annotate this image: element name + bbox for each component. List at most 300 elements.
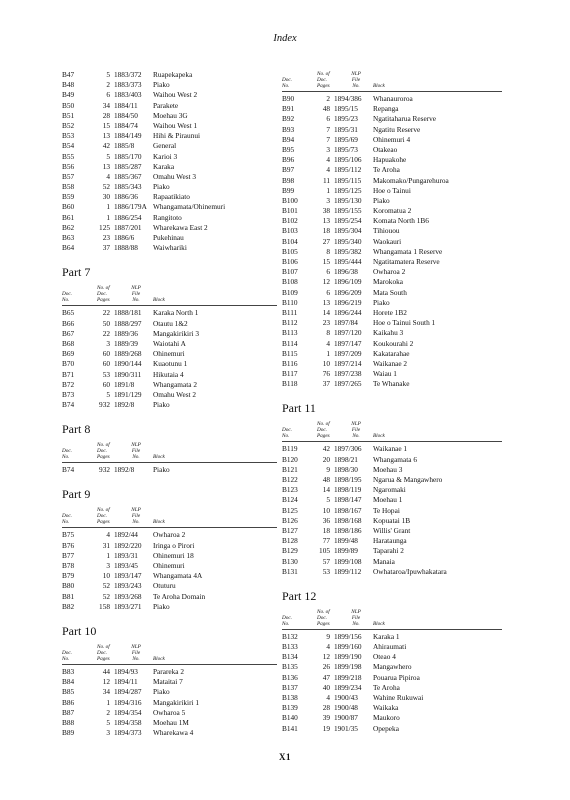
file-no: 1885/170 bbox=[114, 151, 142, 161]
block-name: Makomako/Pungarehuroa bbox=[373, 175, 449, 185]
doc-no: B90 bbox=[282, 94, 295, 103]
header-doc-no-line: No. bbox=[282, 83, 290, 89]
header-file-no bbox=[120, 442, 152, 460]
header-file-no-line: NLP bbox=[351, 71, 361, 77]
doc-no: B82 bbox=[62, 601, 75, 611]
page-count: 53 bbox=[102, 369, 110, 379]
block-name: Waikanae 2 bbox=[373, 358, 408, 368]
table-row bbox=[62, 571, 277, 581]
header-file-no bbox=[340, 71, 372, 89]
doc-no: B58 bbox=[62, 182, 75, 192]
block-name: Kuaotunu 1 bbox=[153, 359, 188, 369]
header-doc-no-line: Doc. bbox=[282, 614, 292, 621]
page-count: 26 bbox=[322, 662, 330, 672]
table-row bbox=[282, 94, 502, 104]
doc-no: B102 bbox=[282, 216, 298, 226]
page-count: 1 bbox=[326, 185, 330, 195]
header-block: Block bbox=[153, 519, 165, 526]
page-count: 22 bbox=[102, 328, 110, 338]
doc-no: B129 bbox=[282, 546, 298, 556]
file-no: 1885/287 bbox=[114, 161, 142, 171]
doc-no: B87 bbox=[62, 707, 75, 717]
block-name: Owharoa 5 bbox=[153, 707, 186, 717]
file-no: 1892/44 bbox=[114, 530, 138, 540]
table-row bbox=[282, 465, 502, 475]
table-row bbox=[62, 162, 277, 172]
block-name: Moehau 1 bbox=[373, 495, 403, 505]
page-count: 12 bbox=[322, 277, 330, 287]
doc-no: B113 bbox=[282, 328, 298, 338]
header-doc-no-line: Doc. bbox=[62, 513, 72, 520]
doc-no: B101 bbox=[282, 206, 298, 216]
block-name: Kakatarahae bbox=[373, 348, 410, 358]
page-count: 18 bbox=[322, 226, 330, 236]
running-head: Index bbox=[273, 33, 297, 44]
page-count: 14 bbox=[322, 307, 330, 317]
block-name: Te Aroha bbox=[373, 165, 400, 175]
file-no: 1892/220 bbox=[114, 540, 142, 550]
header-file-no-line: No. bbox=[132, 454, 140, 461]
block-name: Harataunga bbox=[373, 536, 407, 546]
doc-no: B137 bbox=[282, 682, 298, 692]
doc-no: B94 bbox=[282, 134, 295, 144]
table-row bbox=[282, 369, 502, 379]
page-count: 3 bbox=[106, 561, 110, 570]
index-section bbox=[282, 70, 502, 389]
table-row bbox=[62, 70, 277, 80]
block-name: Whangamata/Ohinemuri bbox=[153, 202, 226, 212]
doc-no: B124 bbox=[282, 495, 298, 505]
index-section bbox=[62, 422, 277, 475]
table-row bbox=[62, 233, 277, 243]
page-count: 4 bbox=[326, 338, 330, 348]
block-name: Waikaka bbox=[373, 703, 399, 713]
doc-no: B54 bbox=[62, 141, 75, 151]
block-name: Oteao 4 bbox=[373, 652, 396, 662]
doc-no: B81 bbox=[62, 591, 75, 601]
header-doc-no bbox=[282, 427, 292, 439]
block-name: Parareka 2 bbox=[153, 666, 184, 676]
block-name: Rangitoto bbox=[153, 212, 182, 222]
table-row bbox=[282, 247, 502, 257]
file-no: 1898/119 bbox=[334, 485, 362, 495]
header-file-no-line: No. bbox=[132, 655, 140, 662]
table-row bbox=[282, 267, 502, 277]
block-name: Repanga bbox=[373, 104, 399, 114]
block-name: Mataitai 7 bbox=[153, 677, 183, 687]
header-block: Block bbox=[153, 297, 165, 304]
header-file-no-line: File bbox=[131, 513, 141, 520]
block-name: Ngarua & Mangawhero bbox=[373, 475, 443, 484]
page-count: 3 bbox=[326, 144, 330, 154]
table-row bbox=[62, 329, 277, 339]
file-no: 1886/179A bbox=[114, 202, 147, 212]
block-name: Piako bbox=[373, 195, 390, 205]
page-count: 3 bbox=[106, 338, 110, 348]
doc-no: B97 bbox=[282, 165, 295, 175]
page-count: 18 bbox=[322, 525, 330, 535]
table-row bbox=[62, 182, 277, 192]
table-row bbox=[62, 380, 277, 390]
file-no: 1885/8 bbox=[114, 141, 135, 151]
block-name: Wharekawa 4 bbox=[153, 728, 194, 738]
file-no: 1884/149 bbox=[114, 131, 142, 141]
header-doc-pages-line: Pages bbox=[317, 433, 330, 440]
page-count: 12 bbox=[322, 652, 330, 662]
index-section bbox=[62, 70, 277, 253]
page-count: 13 bbox=[322, 216, 330, 226]
header-doc-pages bbox=[317, 421, 330, 439]
table-row bbox=[62, 223, 277, 233]
file-no: 1895/304 bbox=[334, 226, 362, 236]
block-name: Whangamata 4A bbox=[153, 571, 203, 581]
block-name: Owharoa 2 bbox=[153, 530, 186, 540]
header-file-no-line: File bbox=[131, 649, 141, 656]
doc-no: B133 bbox=[282, 642, 298, 652]
file-no: 1897/238 bbox=[334, 369, 362, 379]
table-row bbox=[62, 339, 277, 349]
table-row bbox=[62, 561, 277, 571]
table-row bbox=[282, 567, 502, 577]
block-name: Ngatitu Reserve bbox=[373, 124, 421, 134]
doc-no: B77 bbox=[62, 550, 75, 560]
table-row bbox=[282, 526, 502, 536]
header-doc-pages bbox=[97, 507, 110, 525]
doc-no: B48 bbox=[62, 80, 75, 90]
page-count: 4 bbox=[106, 530, 110, 540]
page-count: 10 bbox=[102, 571, 110, 581]
file-no: 1896/38 bbox=[334, 267, 358, 277]
table-row bbox=[62, 121, 277, 131]
block-name: Ahiraumati bbox=[373, 642, 407, 652]
doc-no: B55 bbox=[62, 151, 75, 161]
page-count: 932 bbox=[99, 465, 110, 475]
table-row bbox=[282, 485, 502, 495]
part-title: Part 9 bbox=[62, 487, 91, 502]
doc-no: B83 bbox=[62, 666, 75, 676]
header-doc-no-line: No. bbox=[282, 433, 290, 440]
file-no: 1899/108 bbox=[334, 556, 362, 566]
page-count: 2 bbox=[326, 94, 330, 103]
doc-no: B112 bbox=[282, 318, 298, 328]
header-doc-pages-line: Pages bbox=[97, 297, 110, 304]
page-count: 48 bbox=[322, 104, 330, 114]
header-doc-no bbox=[282, 615, 292, 627]
page-count: 23 bbox=[102, 233, 110, 242]
column-header bbox=[62, 441, 277, 463]
table-row bbox=[282, 703, 502, 713]
file-no: 1893/271 bbox=[114, 601, 142, 611]
file-no: 1891/8 bbox=[114, 379, 135, 389]
table-row bbox=[62, 90, 277, 100]
doc-no: B119 bbox=[282, 444, 298, 454]
block-name: Taparahi 2 bbox=[373, 546, 404, 556]
page-count: 5 bbox=[106, 151, 110, 161]
page-count: 3 bbox=[106, 728, 110, 738]
header-doc-pages-line: No. of bbox=[317, 608, 330, 615]
file-no: 1898/147 bbox=[334, 495, 362, 505]
file-no: 1895/125 bbox=[334, 185, 362, 195]
page-count: 60 bbox=[102, 359, 110, 369]
page-count: 3 bbox=[326, 195, 330, 205]
table-row bbox=[62, 581, 277, 591]
file-no: 1886/6 bbox=[114, 233, 135, 242]
page-count: 60 bbox=[102, 379, 110, 389]
doc-no: B120 bbox=[282, 454, 298, 464]
table-row bbox=[282, 277, 502, 287]
header-doc-no bbox=[62, 291, 72, 303]
table-row bbox=[282, 298, 502, 308]
page-count: 5 bbox=[106, 70, 110, 79]
header-doc-no-line: Doc. bbox=[62, 649, 72, 656]
doc-no: B86 bbox=[62, 697, 75, 707]
block-name: Ngatitaharua Reserve bbox=[373, 114, 437, 124]
table-row bbox=[282, 206, 502, 216]
file-no: 1889/268 bbox=[114, 349, 142, 359]
doc-no: B98 bbox=[282, 175, 295, 185]
doc-no: B134 bbox=[282, 652, 298, 662]
table-row bbox=[282, 216, 502, 226]
block-name: Waikanae 1 bbox=[373, 444, 408, 454]
header-file-no-line: NLP bbox=[131, 285, 141, 292]
block-name: Hapuakohe bbox=[373, 155, 407, 165]
page-folio: X1 bbox=[279, 752, 291, 762]
block-name: Koromatua 2 bbox=[373, 206, 412, 216]
header-block: Block bbox=[373, 433, 385, 440]
file-no: 1884/11 bbox=[114, 100, 138, 110]
header-doc-pages-line: No. of bbox=[97, 285, 110, 292]
block-name: Ohinemuri 18 bbox=[153, 550, 194, 560]
block-name: Ohinemuri 4 bbox=[373, 134, 411, 144]
page-count: 12 bbox=[102, 677, 110, 687]
block-name: Ngaromaki bbox=[373, 485, 406, 495]
file-no: 1898/168 bbox=[334, 515, 362, 525]
table-row bbox=[62, 541, 277, 551]
header-doc-pages-line: Doc. bbox=[97, 649, 107, 656]
table-row bbox=[282, 237, 502, 247]
table-row bbox=[282, 104, 502, 114]
page-count: 158 bbox=[99, 601, 110, 611]
file-no: 1883/372 bbox=[114, 70, 142, 79]
page-count: 19 bbox=[322, 723, 330, 733]
table-row bbox=[62, 370, 277, 380]
doc-no: B73 bbox=[62, 389, 75, 399]
doc-no: B104 bbox=[282, 236, 298, 246]
page-count: 6 bbox=[326, 267, 330, 277]
file-no: 1895/115 bbox=[334, 175, 362, 185]
column-header bbox=[62, 506, 277, 528]
table-row bbox=[282, 125, 502, 135]
block-name: Mangakirikiri 1 bbox=[153, 697, 200, 707]
index-section bbox=[62, 624, 277, 738]
file-no: 1900/43 bbox=[334, 693, 358, 702]
table-row bbox=[282, 506, 502, 516]
block-name: Koukourahi 2 bbox=[373, 338, 414, 348]
header-doc-pages bbox=[317, 71, 330, 89]
doc-no: B140 bbox=[282, 713, 298, 723]
page-count: 105 bbox=[319, 546, 330, 556]
header-doc-pages-line: No. of bbox=[97, 507, 110, 514]
table-row bbox=[282, 176, 502, 186]
file-no: 1900/87 bbox=[334, 713, 358, 723]
page-count: 6 bbox=[326, 114, 330, 124]
file-no: 1897/147 bbox=[334, 338, 362, 348]
block-name: Piako bbox=[153, 400, 170, 410]
file-no: 1894/358 bbox=[114, 717, 142, 727]
file-no: 1895/155 bbox=[334, 206, 362, 216]
block-name: Parakete bbox=[153, 100, 179, 110]
page-count: 57 bbox=[322, 556, 330, 566]
file-no: 1897/214 bbox=[334, 358, 362, 368]
column-header bbox=[282, 608, 502, 630]
table-row bbox=[62, 602, 277, 612]
header-doc-pages-line: Pages bbox=[97, 655, 110, 662]
part-title: Part 11 bbox=[282, 401, 316, 416]
block-name: Otautu 1&2 bbox=[153, 318, 188, 328]
doc-no: B95 bbox=[282, 144, 295, 154]
block-name: Iringa o Pirori bbox=[153, 540, 195, 550]
file-no: 1888/181 bbox=[114, 308, 142, 318]
block-name: Komata North 1B6 bbox=[373, 216, 429, 226]
block-name: Maukoro bbox=[373, 713, 400, 723]
page-count: 22 bbox=[102, 308, 110, 318]
part-title: Part 12 bbox=[282, 588, 317, 603]
file-no: 1899/198 bbox=[334, 662, 362, 672]
page-count: 15 bbox=[322, 257, 330, 266]
table-row bbox=[62, 213, 277, 223]
page-count: 5 bbox=[106, 717, 110, 727]
block-name: Willis' Grant bbox=[373, 525, 411, 535]
doc-no: B74 bbox=[62, 400, 75, 410]
doc-no: B53 bbox=[62, 131, 75, 141]
file-no: 1885/343 bbox=[114, 182, 142, 192]
page-count: 77 bbox=[322, 536, 330, 546]
header-doc-no bbox=[62, 448, 72, 460]
header-file-no-line: No. bbox=[132, 519, 140, 526]
file-no: 1899/234 bbox=[334, 682, 362, 692]
doc-no: B60 bbox=[62, 202, 75, 212]
header-file-no-line: No. bbox=[352, 620, 360, 627]
table-row bbox=[282, 155, 502, 165]
block-name: Karaka bbox=[153, 161, 175, 171]
doc-no: B93 bbox=[282, 124, 295, 134]
page-count: 31 bbox=[102, 540, 110, 550]
doc-no: B75 bbox=[62, 530, 75, 540]
block-name: Piako bbox=[153, 80, 170, 90]
table-row bbox=[282, 516, 502, 526]
table-row bbox=[62, 698, 277, 708]
table-row bbox=[62, 708, 277, 718]
page-count: 27 bbox=[322, 236, 330, 246]
block-name: Whanauroroa bbox=[373, 94, 413, 103]
page-count: 38 bbox=[322, 206, 330, 216]
doc-no: B130 bbox=[282, 556, 298, 566]
header-doc-pages-line: Doc. bbox=[97, 291, 107, 298]
header-doc-pages-line: Pages bbox=[97, 519, 110, 526]
file-no: 1899/89 bbox=[334, 546, 358, 556]
header-file-no-line: No. bbox=[352, 83, 360, 89]
file-no: 1898/21 bbox=[334, 454, 358, 464]
doc-no: B115 bbox=[282, 348, 298, 358]
index-section bbox=[62, 487, 277, 612]
file-no: 1895/73 bbox=[334, 144, 358, 154]
block-name: Waokauri bbox=[373, 236, 402, 246]
doc-no: B88 bbox=[62, 717, 75, 727]
block-name: Te Hopai bbox=[373, 505, 400, 515]
block-name: Omahu West 3 bbox=[153, 171, 197, 181]
doc-no: B118 bbox=[282, 379, 298, 389]
page-count: 42 bbox=[102, 141, 110, 151]
table-row bbox=[282, 536, 502, 546]
page-count: 52 bbox=[102, 581, 110, 591]
block-name: Manaia bbox=[373, 556, 395, 566]
file-no: 1893/45 bbox=[114, 561, 138, 570]
header-doc-no-line: No. bbox=[62, 655, 70, 662]
file-no: 1894/93 bbox=[114, 666, 138, 676]
page-count: 13 bbox=[102, 131, 110, 141]
page-count: 42 bbox=[322, 444, 330, 454]
table-row bbox=[62, 728, 277, 738]
file-no: 1892/8 bbox=[114, 465, 135, 475]
file-no: 1893/31 bbox=[114, 550, 138, 560]
block-name: Piako bbox=[153, 465, 170, 475]
page-count: 8 bbox=[326, 328, 330, 338]
table-row bbox=[282, 546, 502, 556]
header-file-no-line: NLP bbox=[131, 507, 141, 514]
file-no: 1900/48 bbox=[334, 703, 358, 713]
doc-no: B96 bbox=[282, 155, 295, 165]
doc-no: B128 bbox=[282, 536, 298, 546]
page-count: 48 bbox=[322, 475, 330, 484]
page-count: 4 bbox=[326, 642, 330, 652]
table-row bbox=[62, 202, 277, 212]
file-no: 1897/209 bbox=[334, 348, 362, 358]
table-row bbox=[62, 131, 277, 141]
file-no: 1896/244 bbox=[334, 307, 362, 317]
header-file-no bbox=[120, 507, 152, 525]
doc-no: B139 bbox=[282, 703, 298, 713]
page-count: 4 bbox=[326, 165, 330, 175]
doc-no: B61 bbox=[62, 212, 75, 222]
table-row bbox=[62, 243, 277, 253]
doc-no: B107 bbox=[282, 267, 298, 277]
header-block: Block bbox=[153, 655, 165, 662]
block-name: Horete 1B2 bbox=[373, 307, 407, 317]
file-no: 1894/354 bbox=[114, 707, 142, 717]
header-doc-pages-line: Doc. bbox=[317, 614, 327, 621]
file-no: 1893/147 bbox=[114, 571, 142, 581]
page-count: 7 bbox=[326, 124, 330, 134]
header-doc-pages-line: No. of bbox=[317, 421, 330, 428]
index-section bbox=[62, 265, 277, 410]
page-count: 40 bbox=[322, 682, 330, 692]
block-name: Ruapekapeka bbox=[153, 70, 193, 79]
page-count: 36 bbox=[322, 515, 330, 525]
part-title: Part 10 bbox=[62, 623, 97, 638]
header-file-no-line: File bbox=[351, 77, 361, 83]
header-file-no-line: File bbox=[131, 448, 141, 455]
page-count: 47 bbox=[322, 672, 330, 682]
block-name: Hihi & Piraunui bbox=[153, 131, 201, 141]
part-title: Part 8 bbox=[62, 422, 91, 437]
block-name: Waiwhariki bbox=[153, 243, 187, 253]
page-count: 34 bbox=[102, 100, 110, 110]
file-no: 1894/287 bbox=[114, 687, 142, 697]
table-row bbox=[282, 257, 502, 267]
header-doc-pages-line: Pages bbox=[97, 454, 110, 461]
doc-no: B64 bbox=[62, 243, 75, 253]
table-row bbox=[282, 165, 502, 175]
